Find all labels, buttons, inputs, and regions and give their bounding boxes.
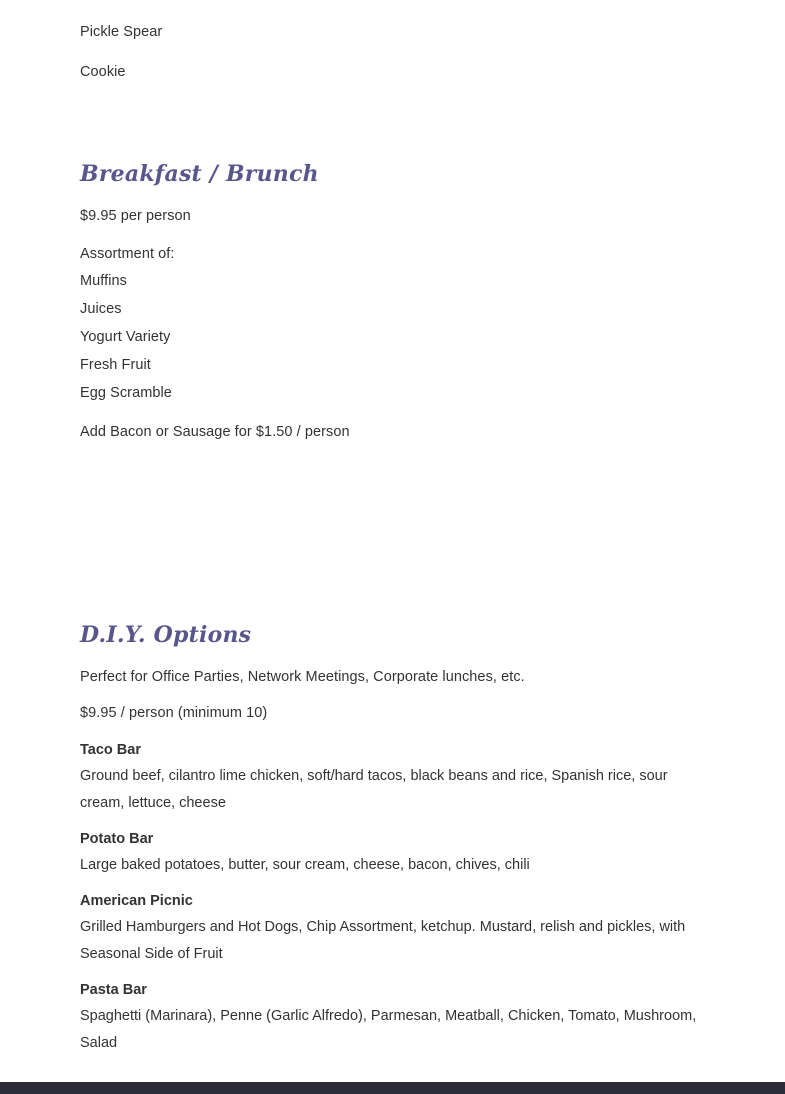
breakfast-assortment-label: Assortment of: bbox=[80, 245, 175, 262]
breakfast-item-yogurt-variety: Yogurt Variety bbox=[80, 329, 171, 346]
diy-option-potato-bar bbox=[80, 827, 705, 879]
diy-option-american-picnic bbox=[80, 889, 705, 968]
top-spacer bbox=[80, 0, 705, 19]
diy-option-title: American Picnic bbox=[80, 893, 193, 910]
diy-option-description: Large baked potatoes, butter, sour cream, cheese, bacon, chives, chili bbox=[80, 857, 530, 874]
fragment-spacer bbox=[80, 47, 705, 59]
fragment-line-pickle-spear: Pickle Spear bbox=[80, 24, 163, 40]
breakfast-item-juices: Juices bbox=[80, 301, 122, 318]
spacer-before-breakfast bbox=[80, 87, 705, 161]
previous-section-fragment bbox=[80, 19, 705, 87]
diy-option-description: Spaghetti (Marinara), Penne (Garlic Alfredo), Parmesan, Meatball, Chicken, Tomato, Mushroom, Salad bbox=[80, 1007, 697, 1051]
diy-option-gap-3 bbox=[80, 968, 705, 978]
breakfast-item-muffins: Muffins bbox=[80, 273, 127, 290]
fragment-line-cookie: Cookie bbox=[80, 63, 126, 80]
footer-bar bbox=[0, 1082, 785, 1094]
diy-option-description: Grilled Hamburgers and Hot Dogs, Chip Assortment, ketchup. Mustard, relish and pickles, with Seasonal Side of Fruit bbox=[80, 919, 686, 963]
breakfast-add-on: Add Bacon or Sausage for $1.50 / person bbox=[80, 423, 350, 440]
diy-option-title: Pasta Bar bbox=[80, 982, 147, 999]
breakfast-addon-spacer bbox=[80, 408, 705, 420]
spacer-before-diy-2 bbox=[80, 548, 705, 622]
diy-option-title: Taco Bar bbox=[80, 742, 141, 759]
diy-option-title: Potato Bar bbox=[80, 831, 154, 848]
diy-tagline: Perfect for Office Parties, Network Meetings, Corporate lunches, etc. bbox=[80, 668, 525, 685]
diy-price: $9.95 / person (minimum 10) bbox=[80, 705, 268, 722]
diy-option-pasta-bar bbox=[80, 978, 705, 1057]
spacer-before-diy bbox=[80, 445, 705, 548]
diy-option-gap-2 bbox=[80, 879, 705, 889]
diy-option-taco-bar bbox=[80, 738, 705, 817]
diy-options-spacer bbox=[80, 726, 705, 738]
breakfast-assortment-list bbox=[80, 241, 705, 408]
diy-options-section bbox=[80, 622, 705, 1057]
breakfast-brunch-section bbox=[80, 161, 705, 445]
breakfast-item-fresh-fruit: Fresh Fruit bbox=[80, 356, 151, 373]
breakfast-price-spacer bbox=[80, 229, 705, 241]
breakfast-heading: Breakfast / Brunch bbox=[80, 160, 319, 187]
breakfast-price: $9.95 per person bbox=[80, 207, 191, 224]
diy-tagline-spacer bbox=[80, 689, 705, 701]
breakfast-heading-spacer bbox=[80, 187, 705, 204]
diy-option-description: Ground beef, cilantro lime chicken, soft/hard tacos, black beans and rice, Spanish rice, sour cream, lettuce, cheese bbox=[80, 768, 668, 812]
diy-option-gap-1 bbox=[80, 817, 705, 827]
diy-heading-spacer bbox=[80, 648, 705, 665]
diy-heading: D.I.Y. Options bbox=[80, 621, 252, 648]
breakfast-item-egg-scramble: Egg Scramble bbox=[80, 384, 172, 401]
